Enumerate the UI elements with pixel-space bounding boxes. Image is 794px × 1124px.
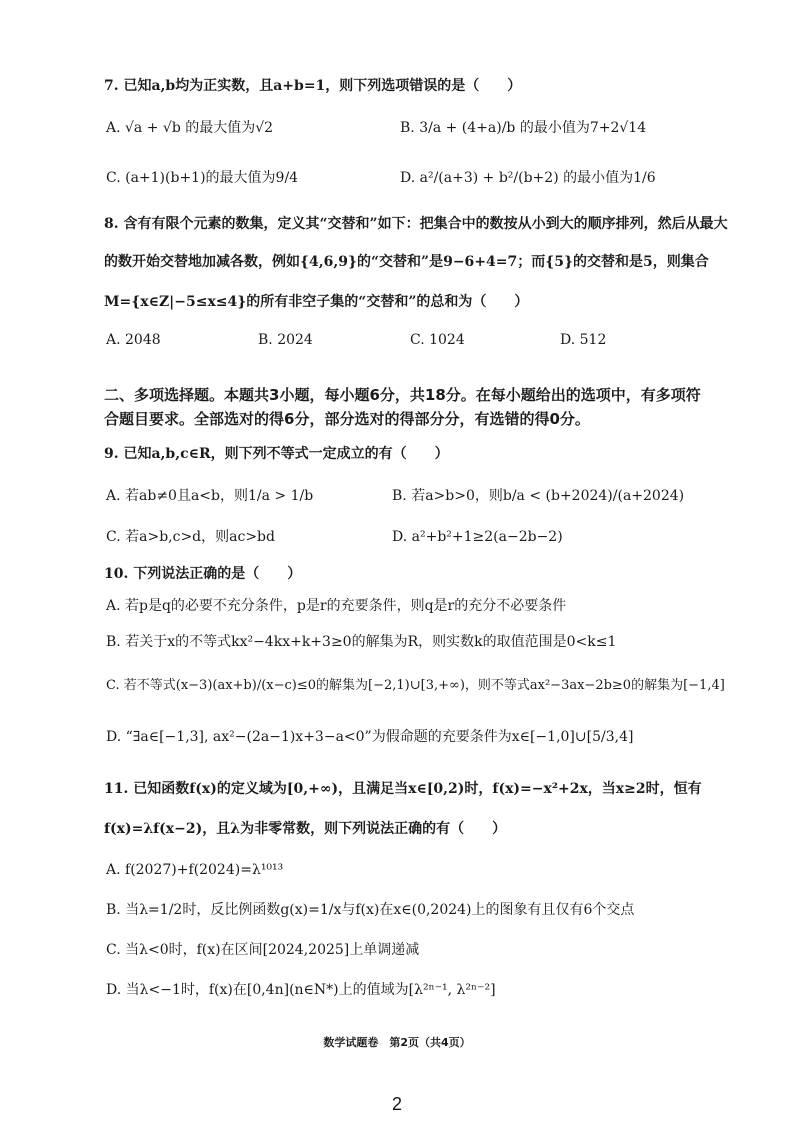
q7-option-c: C. (a+1)(b+1)的最大值为9/4: [106, 170, 299, 186]
q9-option-a: A. 若ab≠0且a<b，则1/a > 1/b: [106, 488, 314, 504]
q8-stem-line2: 的数开始交替地加减各数，例如{4,6,9}的“交替和”是9−6+4=7；而{5}的交替和是5，则集合: [104, 254, 709, 270]
page-number: 2: [391, 1094, 402, 1114]
q10-option-c: C. 若不等式(x−3)(ax+b)/(x−c)≤0的解集为[−2,1)∪[3,+∞)，则不等式ax²−3ax−2b≥0的解集为[−1,4]: [106, 678, 725, 693]
q9-option-d: D. a²+b²+1≥2(a−2b−2): [392, 529, 563, 545]
q7-option-a: A. √a + √b 的最大值为√2: [106, 120, 274, 136]
q11-stem-line1: 11. 已知函数f(x)的定义域为[0,+∞)，且满足当x∈[0,2)时，f(x)=−x²+2x，当x≥2时，恒有: [104, 781, 702, 797]
q7-stem: 7. 已知a,b均为正实数，且a+b=1，则下列选项错误的是（ ）: [104, 78, 522, 94]
q9-stem: 9. 已知a,b,c∈R，则下列不等式一定成立的有（ ）: [104, 446, 449, 462]
q8-option-d: D. 512: [560, 332, 607, 348]
q8-option-b: B. 2024: [258, 332, 313, 348]
q11-option-c: C. 当λ<0时，f(x)在区间[2024,2025]上单调递减: [106, 942, 420, 958]
q10-stem: 10. 下列说法正确的是（ ）: [104, 566, 302, 582]
q10-option-d: D. “∃a∈[−1,3], ax²−(2a−1)x+3−a<0”为假命题的充要条件为x∈[−1,0]∪[5/3,4]: [106, 729, 634, 745]
q8-stem-line1: 8. 含有有限个元素的数集，定义其“交替和”如下：把集合中的数按从小到大的顺序排列，然后从最大: [104, 216, 728, 232]
page-footer: 数学试题卷 第2页（共4页）: [323, 1036, 471, 1049]
section-heading-line2: 合题目要求。全部选对的得6分，部分选对的得部分分，有选错的得0分。: [104, 410, 590, 428]
q8-option-a: A. 2048: [106, 332, 161, 348]
section-heading-line1: 二、多项选择题。本题共3小题，每小题6分，共18分。在每小题给出的选项中，有多项符: [104, 386, 701, 404]
q10-option-a: A. 若p是q的必要不充分条件，p是r的充要条件，则q是r的充分不必要条件: [106, 598, 567, 614]
q11-stem-line2: f(x)=λf(x−2)，且λ为非零常数，则下列说法正确的有（ ）: [104, 821, 507, 837]
q8-option-c: C. 1024: [410, 332, 465, 348]
q11-option-b: B. 当λ=1/2时，反比例函数g(x)=1/x与f(x)在x∈(0,2024)上的图象有且仅有6个交点: [106, 902, 635, 918]
q7-option-b: B. 3/a + (4+a)/b 的最小值为7+2√14: [400, 120, 647, 136]
q11-option-d: D. 当λ<−1时，f(x)在[0,4n](n∈N*)上的值域为[λ²ⁿ⁻¹, λ²ⁿ⁻²]: [106, 982, 496, 998]
q7-option-d: D. a²/(a+3) + b²/(b+2) 的最小值为1/6: [400, 170, 656, 186]
q9-option-b: B. 若a>b>0，则b/a < (b+2024)/(a+2024): [392, 488, 685, 504]
q9-option-c: C. 若a>b,c>d，则ac>bd: [106, 529, 275, 545]
q8-stem-line3: M={x∈Z|−5≤x≤4}的所有非空子集的“交替和”的总和为（ ）: [104, 294, 529, 310]
q11-option-a: A. f(2027)+f(2024)=λ¹⁰¹³: [106, 862, 284, 878]
q10-option-b: B. 若关于x的不等式kx²−4kx+k+3≥0的解集为R，则实数k的取值范围是0<k≤1: [106, 634, 617, 650]
